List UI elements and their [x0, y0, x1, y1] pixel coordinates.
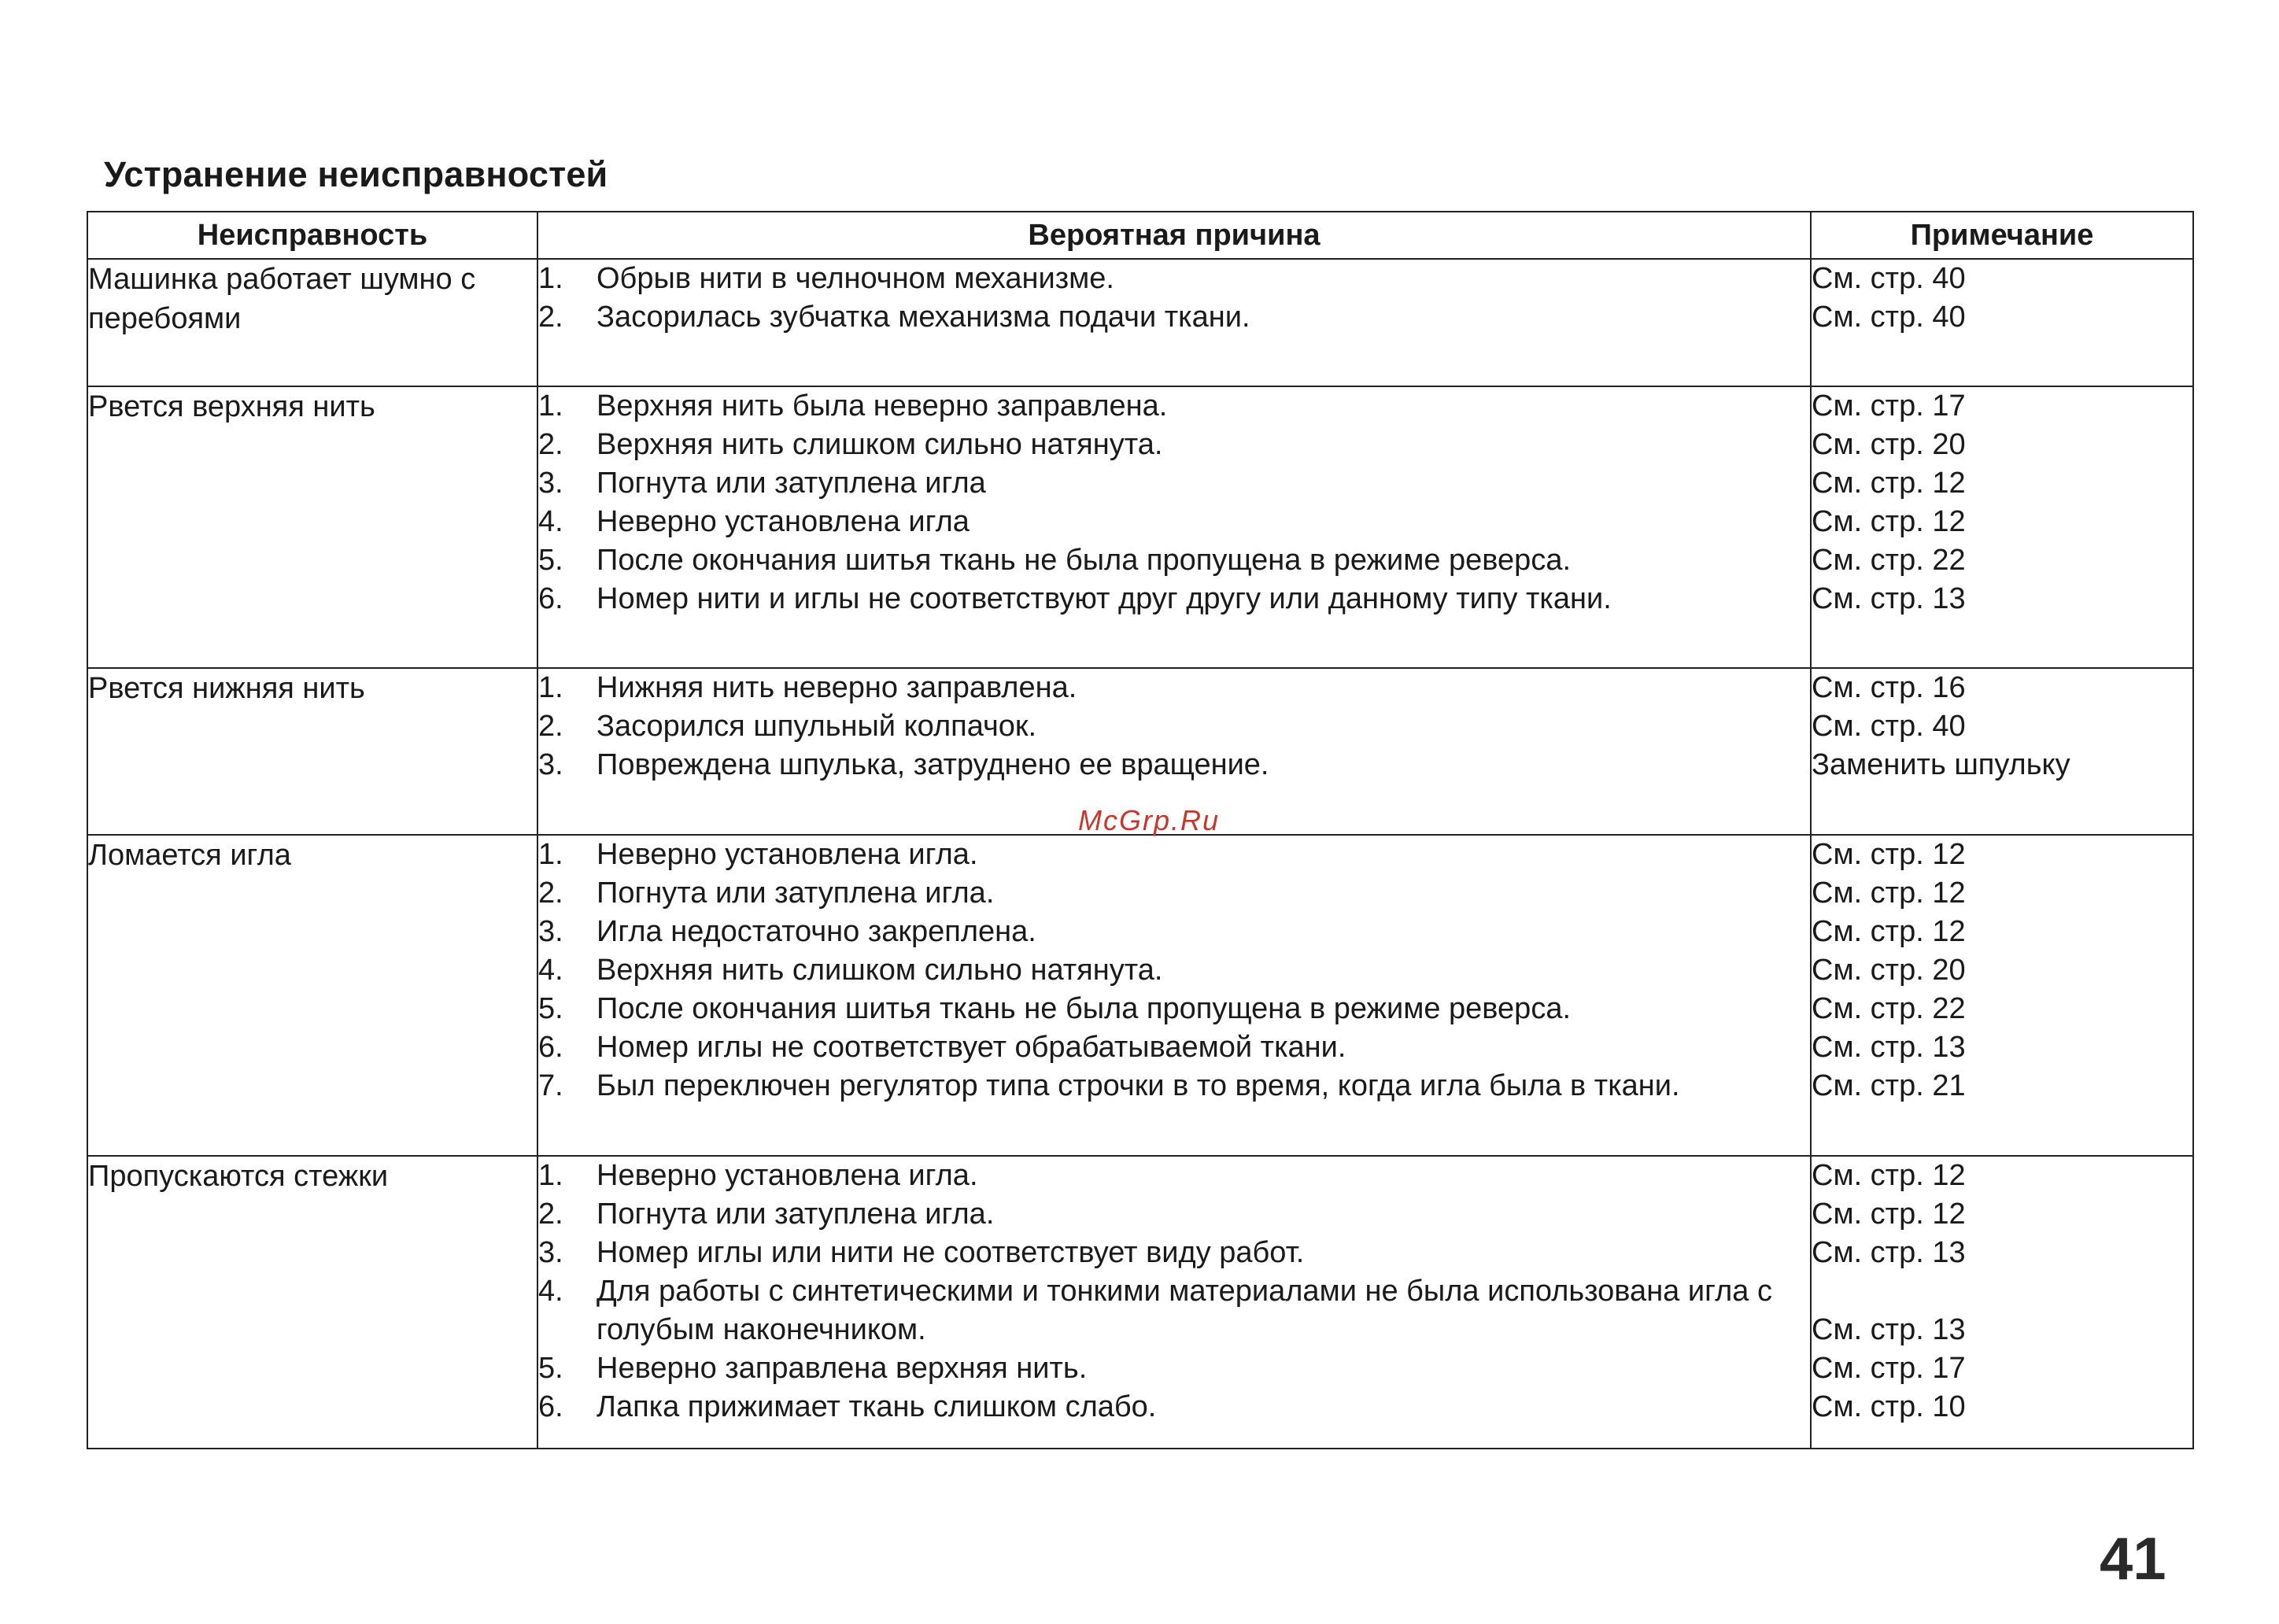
cause-number: 2. [538, 1198, 563, 1231]
table-row [87, 1156, 2193, 1449]
note-text: См. стр. 21 [1812, 1069, 1966, 1102]
note-text: См. стр. 12 [1812, 1198, 1966, 1231]
cause-number: 4. [538, 1275, 563, 1308]
header-fault: Неисправность [87, 212, 537, 259]
cause-number: 3. [538, 748, 563, 781]
cause-item [538, 426, 1810, 464]
cause-item [538, 913, 1810, 951]
note-text: См. стр. 12 [1812, 838, 1966, 871]
note-text: См. стр. 12 [1812, 467, 1966, 500]
cause-text: Номер нити и иглы не соответствуют друг другу или данному типу ткани. [597, 582, 1612, 615]
cause-item [538, 707, 1810, 746]
cause-number: 2. [538, 301, 563, 334]
watermark: McGrp.Ru [1078, 804, 1221, 836]
note-text: См. стр. 40 [1812, 262, 1966, 295]
cause-number: 5. [538, 1352, 563, 1385]
cause-item [538, 1157, 1810, 1195]
cause-text: Неверно установлена игла [597, 505, 970, 538]
fault-cell: Рвется нижняя нить [87, 668, 537, 835]
cause-number: 4. [538, 505, 563, 538]
cause-number: 2. [538, 877, 563, 910]
header-note: Примечание [1811, 212, 2193, 259]
cause-number: 1. [538, 838, 563, 871]
cause-text: После окончания шитья ткань не была пропущена в режиме реверса. [597, 544, 1572, 577]
table-row [87, 835, 2193, 1156]
cause-number: 2. [538, 428, 563, 461]
note-text: Заменить шпульку [1812, 748, 2070, 781]
cause-text: Засорилась зубчатка механизма подачи ткани. [597, 301, 1250, 334]
cause-text: Для работы с синтетическими и тонкими материалами не была использована игла с голубым наконечником. [597, 1275, 1772, 1346]
cause-item [538, 298, 1810, 337]
cause-number: 5. [538, 992, 563, 1025]
note-text: См. стр. 22 [1812, 992, 1966, 1025]
fault-cell: Пропускаются стежки [87, 1156, 537, 1449]
cause-text: Номер иглы не соответствует обрабатываемой ткани. [597, 1031, 1346, 1064]
cause-number: 4. [538, 954, 563, 987]
note-text: См. стр. 17 [1812, 389, 1966, 423]
note-text: См. стр. 10 [1812, 1390, 1966, 1423]
notes-cell [1811, 835, 2193, 1156]
cause-number: 3. [538, 1236, 563, 1269]
causes-cell [537, 835, 1811, 1156]
cause-text: Был переключен регулятор типа строчки в то время, когда игла была в ткани. [597, 1069, 1680, 1102]
note-text: См. стр. 13 [1812, 1031, 1966, 1064]
cause-text: Погнута или затуплена игла [597, 467, 986, 500]
note-text: См. стр. 20 [1812, 954, 1966, 987]
notes-cell [1811, 1156, 2193, 1449]
cause-text: Повреждена шпулька, затруднено ее вращение. [597, 748, 1269, 781]
cause-text: Верхняя нить была неверно заправлена. [597, 389, 1168, 423]
cause-text: Верхняя нить слишком сильно натянута. [597, 954, 1163, 987]
cause-item [538, 1272, 1810, 1349]
notes-cell [1811, 668, 2193, 835]
cause-text: Засорился шпульный колпачок. [597, 710, 1037, 743]
header-cause: Вероятная причина [537, 212, 1811, 259]
note-text: См. стр. 17 [1812, 1352, 1966, 1385]
cause-item [538, 874, 1810, 913]
note-text: См. стр. 12 [1812, 877, 1966, 910]
causes-cell [537, 259, 1811, 386]
note-text: См. стр. 40 [1812, 710, 1966, 743]
cause-item [538, 464, 1810, 503]
cause-text: Лапка прижимает ткань слишком слабо. [597, 1390, 1157, 1423]
note-text: См. стр. 13 [1812, 1236, 1966, 1269]
note-text: См. стр. 12 [1812, 1159, 1966, 1192]
cause-item [538, 1349, 1810, 1388]
cause-item [538, 387, 1810, 426]
note-text: См. стр. 22 [1812, 544, 1966, 577]
cause-item [538, 669, 1810, 707]
notes-cell [1811, 386, 2193, 668]
cause-number: 1. [538, 389, 563, 423]
cause-number: 7. [538, 1069, 563, 1102]
cause-number: 1. [538, 671, 563, 704]
cause-number: 6. [538, 1390, 563, 1423]
cause-number: 1. [538, 262, 563, 295]
fault-cell: Рвется верхняя нить [87, 386, 537, 668]
page-title: Устранение неисправностей [104, 154, 608, 194]
cause-item [538, 541, 1810, 580]
cause-text: Игла недостаточно закреплена. [597, 915, 1036, 948]
fault-cell: Машинка работает шумно с перебоями [87, 259, 537, 386]
cause-text: Обрыв нити в челночном механизме. [597, 262, 1114, 295]
cause-text: Неверно установлена игла. [597, 838, 978, 871]
note-text: См. стр. 12 [1812, 505, 1966, 538]
note-text: См. стр. 40 [1812, 301, 1966, 334]
cause-number: 3. [538, 915, 563, 948]
cause-item [538, 1388, 1810, 1427]
cause-text: Неверно заправлена верхняя нить. [597, 1352, 1088, 1385]
cause-item [538, 580, 1810, 618]
cause-text: Нижняя нить неверно заправлена. [597, 671, 1077, 704]
note-text: См. стр. 13 [1812, 582, 1966, 615]
cause-number: 1. [538, 1159, 563, 1192]
cause-number: 6. [538, 1031, 563, 1064]
page-number: 41 [2100, 1526, 2166, 1593]
cause-item [538, 1067, 1810, 1105]
note-text: См. стр. 13 [1812, 1313, 1966, 1346]
fault-cell: Ломается игла [87, 835, 537, 1156]
note-text: См. стр. 16 [1812, 671, 1966, 704]
cause-number: 5. [538, 544, 563, 577]
cause-item [538, 1195, 1810, 1234]
cause-item [538, 503, 1810, 541]
cause-item [538, 260, 1810, 298]
notes-cell [1811, 259, 2193, 386]
table-row [87, 259, 2193, 386]
cause-item [538, 951, 1810, 990]
cause-item [538, 1028, 1810, 1067]
cause-item [538, 1234, 1810, 1272]
table-header-row [87, 212, 2193, 259]
cause-item [538, 990, 1810, 1028]
cause-text: После окончания шитья ткань не была пропущена в режиме реверса. [597, 992, 1572, 1025]
causes-cell [537, 386, 1811, 668]
cause-text: Верхняя нить слишком сильно натянута. [597, 428, 1163, 461]
note-text: См. стр. 20 [1812, 428, 1966, 461]
cause-number: 2. [538, 710, 563, 743]
cause-text: Погнута или затуплена игла. [597, 877, 995, 910]
cause-number: 3. [538, 467, 563, 500]
causes-cell [537, 1156, 1811, 1449]
cause-text: Неверно установлена игла. [597, 1159, 978, 1192]
table-row [87, 386, 2193, 668]
cause-text: Погнута или затуплена игла. [597, 1198, 995, 1231]
cause-number: 6. [538, 582, 563, 615]
note-text: См. стр. 12 [1812, 915, 1966, 948]
cause-item [538, 746, 1810, 784]
cause-text: Номер иглы или нити не соответствует виду работ. [597, 1236, 1305, 1269]
cause-item [538, 836, 1810, 874]
